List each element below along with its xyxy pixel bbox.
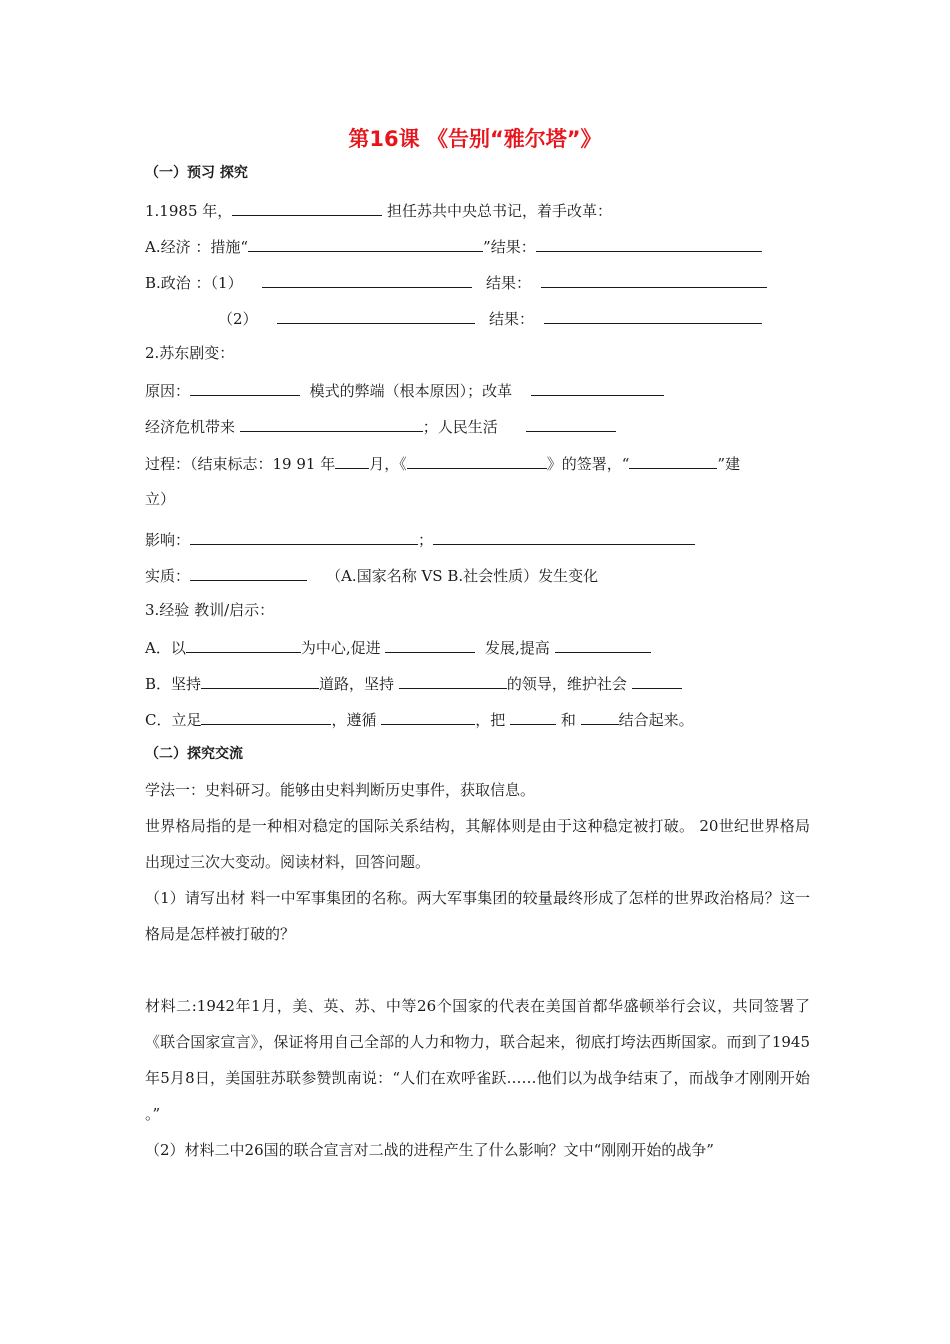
- lesson-title: 第16课 《告别“雅尔塔”》: [348, 127, 602, 151]
- essence-text: （A.国家名称 VS B.社会性质）发生变化: [326, 567, 599, 585]
- blank[interactable]: [335, 452, 369, 469]
- lesson-b-text-b: 道路，坚持: [319, 675, 395, 693]
- blank[interactable]: [544, 307, 762, 324]
- economy-result-label: ”结果：: [483, 238, 536, 256]
- lesson-b-text-a: B．坚持: [145, 675, 202, 693]
- question-material-2: （2）材料二中26国的联合宣言对二战的进程产生了什么影响？文中“刚刚开始的战争”: [145, 1141, 714, 1159]
- lesson-c-text-b: ，遵循: [331, 711, 377, 729]
- question-economy: [145, 235, 762, 257]
- q1-text-a: 1.1985 年，: [145, 202, 233, 220]
- cause2-text: ；人民生活: [422, 418, 498, 436]
- blank[interactable]: [277, 307, 475, 324]
- blank[interactable]: [232, 199, 382, 216]
- politics-2-label: （2）: [218, 310, 258, 328]
- question-2: 2.苏东剧变：: [145, 344, 235, 362]
- cause-line-1: [145, 379, 664, 401]
- process-line-2: 立）: [145, 490, 176, 508]
- question-1: [145, 199, 612, 221]
- blank[interactable]: [536, 235, 762, 252]
- lesson-a-text-c: 发展,提高: [484, 639, 550, 657]
- lesson-b: [145, 672, 682, 694]
- blank[interactable]: [399, 672, 507, 689]
- blank[interactable]: [248, 235, 483, 252]
- process-text-b: 月，《: [369, 455, 407, 473]
- blank[interactable]: [407, 452, 547, 469]
- cause-text: 模式的弊端（根本原因）；改革: [309, 382, 513, 400]
- economy-label: A.经济 ：措施“: [145, 238, 249, 256]
- lesson-a-text-a: A．以: [145, 639, 186, 657]
- blank[interactable]: [629, 452, 717, 469]
- blank[interactable]: [433, 528, 695, 545]
- blank[interactable]: [262, 271, 472, 288]
- blank[interactable]: [526, 415, 616, 432]
- process-line: [145, 452, 740, 474]
- lesson-c-text-e: 结合起来。: [618, 711, 694, 729]
- blank[interactable]: [510, 708, 556, 725]
- lesson-b-text-c: 的领导，维护社会: [506, 675, 627, 693]
- cause-label: 原因：: [145, 382, 191, 400]
- blank[interactable]: [632, 672, 682, 689]
- blank[interactable]: [201, 672, 319, 689]
- blank[interactable]: [186, 636, 301, 653]
- blank[interactable]: [555, 636, 651, 653]
- blank[interactable]: [381, 708, 475, 725]
- blank[interactable]: [541, 271, 767, 288]
- lesson-c-text-d: 和: [560, 711, 576, 729]
- blank[interactable]: [201, 708, 331, 725]
- process-text-d: ”建: [717, 455, 741, 473]
- politics-2-result-label: 结果：: [488, 310, 534, 328]
- q1-text-b: 担任苏共中央总书记，着手改革：: [387, 202, 613, 220]
- question-3: 3.经验 教训/启示：: [145, 601, 275, 619]
- blank[interactable]: [190, 528, 418, 545]
- lesson-c-text-c: ，把: [475, 711, 506, 729]
- blank[interactable]: [385, 636, 475, 653]
- question-material-1: （1）请写出材 料一中军事集团的名称。两大军事集团的较量最终形成了怎样的世界政治格局？这一格局是怎样被打破的？: [145, 889, 810, 943]
- blank[interactable]: [581, 708, 619, 725]
- section-heading-preview: （一）预习 探究: [145, 165, 248, 181]
- question-politics-1: [145, 271, 767, 293]
- blank[interactable]: [240, 415, 423, 432]
- influence-sep: ；: [418, 531, 434, 549]
- lesson-c: [145, 708, 694, 730]
- paragraph-world-pattern: 世界格局指的是一种相对稳定的国际关系结构，其解体则是由于这种稳定被打破。 20世纪世界格局出现过三次大变动。阅读材料，回答问题。: [145, 817, 810, 871]
- blank[interactable]: [190, 379, 300, 396]
- politics-label: B.政治 ：（1）: [145, 274, 243, 292]
- lesson-a-text-b: 为中心,促进: [300, 639, 381, 657]
- lesson-a: [145, 636, 651, 658]
- blank[interactable]: [190, 564, 307, 581]
- method-text: 学法一：史料研习。能够由史料判断历史事件，获取信息。: [145, 781, 536, 799]
- process-text-a: 过程：（结束标志：19 91 年: [145, 455, 336, 473]
- section-heading-exchange: （二）探究交流: [145, 746, 243, 762]
- process-text-c: 》的签署，“: [546, 455, 630, 473]
- material-2: 材料二:1942年1月，美、英、苏、中等26个国家的代表在美国首都华盛顿举行会议，共同签署了《联合国家宣言》，保证将用自己全部的人力和物力，联合起来，彻底打垮法西斯国家。而到了1945年5月8日，美国驻苏联参赞凯南说：“人们在欢呼雀跃……他们以为战争结束了，而战争才刚刚开始 。”: [145, 997, 810, 1123]
- cause2-label: 经济危机带来: [145, 418, 236, 436]
- influence-label: 影响：: [145, 531, 191, 549]
- cause-line-2: [145, 415, 616, 437]
- lesson-c-text-a: C．立足: [145, 711, 202, 729]
- essence-line: [145, 564, 598, 586]
- politics-result-label: 结果：: [486, 274, 532, 292]
- essence-label: 实质：: [145, 567, 191, 585]
- blank[interactable]: [531, 379, 664, 396]
- question-politics-2: [218, 307, 762, 329]
- influence-line: [145, 528, 695, 550]
